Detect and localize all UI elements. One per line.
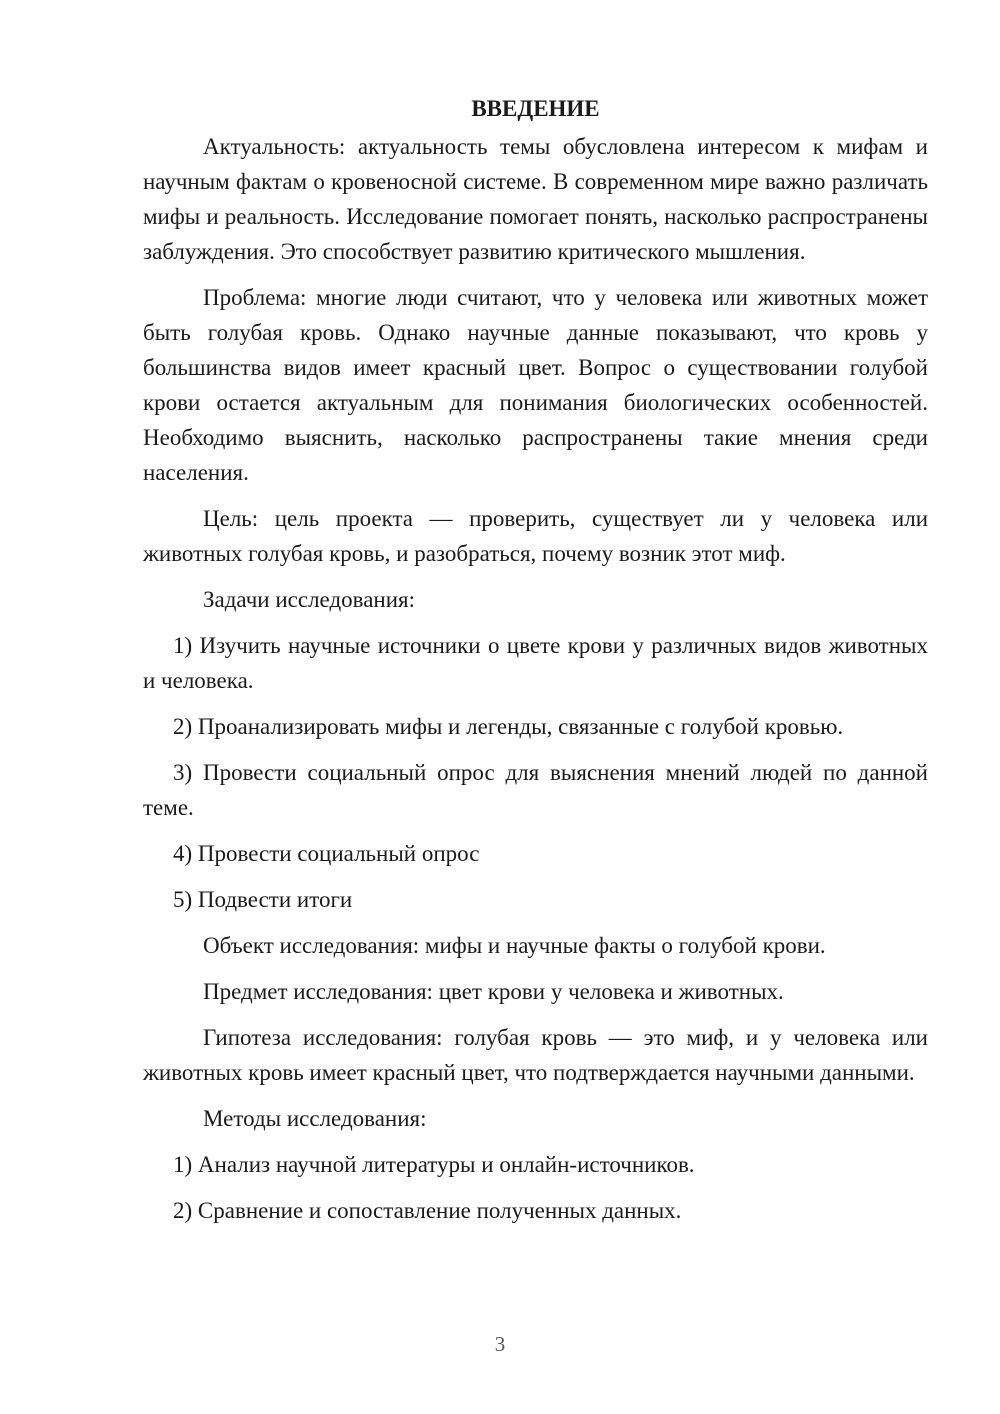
task-item: 1) Изучить научные источники о цвете крови у различных видов животных и человека. — [143, 633, 928, 693]
task-item: 2) Проанализировать мифы и легенды, связанные с голубой кровью. — [173, 714, 844, 739]
methods-heading: Методы исследования: — [203, 1106, 427, 1131]
object-paragraph: Объект исследования: мифы и научные факты о голубой крови. — [203, 933, 826, 958]
method-item: 2) Сравнение и сопоставление полученных данных. — [173, 1198, 682, 1223]
problem-paragraph: Проблема: многие люди считают, что у человека или животных может быть голубая кровь. Однако научные данные показывают, что кровь у большинства видов имеет красный цвет. Вопрос о существовании голубой крови остается актуальным для понимания биологических особенностей. Необходимо выяснить, насколько распространены такие мнения среди населения. — [143, 285, 928, 485]
tasks-heading: Задачи исследования: — [203, 587, 416, 612]
relevance-paragraph: Актуальность: актуальность темы обусловлена интересом к мифам и научным фактам о кровеносной системе. В современном мире важно различать мифы и реальность. Исследование помогает понять, насколько распространены заблуждения. Это способствует развитию критического мышления. — [143, 134, 928, 264]
hypothesis-paragraph: Гипотеза исследования: голубая кровь — это миф, и у человека или животных кровь имеет красный цвет, что подтверждается научными данными. — [143, 1025, 928, 1085]
page-number: 3 — [494, 1332, 506, 1356]
task-item: 4) Провести социальный опрос — [173, 841, 480, 866]
task-item: 3) Провести социальный опрос для выяснения мнений людей по данной теме. — [143, 760, 928, 820]
goal-paragraph: Цель: цель проекта — проверить, существует ли у человека или животных голубая кровь, и разобраться, почему возник этот миф. — [143, 506, 928, 566]
page-content — [143, 91, 928, 1239]
task-item: 5) Подвести итоги — [173, 887, 353, 912]
section-title: ВВЕДЕНИЕ — [471, 96, 600, 121]
subject-paragraph: Предмет исследования: цвет крови у человека и животных. — [203, 979, 784, 1004]
method-item: 1) Анализ научной литературы и онлайн-источников. — [173, 1152, 695, 1177]
